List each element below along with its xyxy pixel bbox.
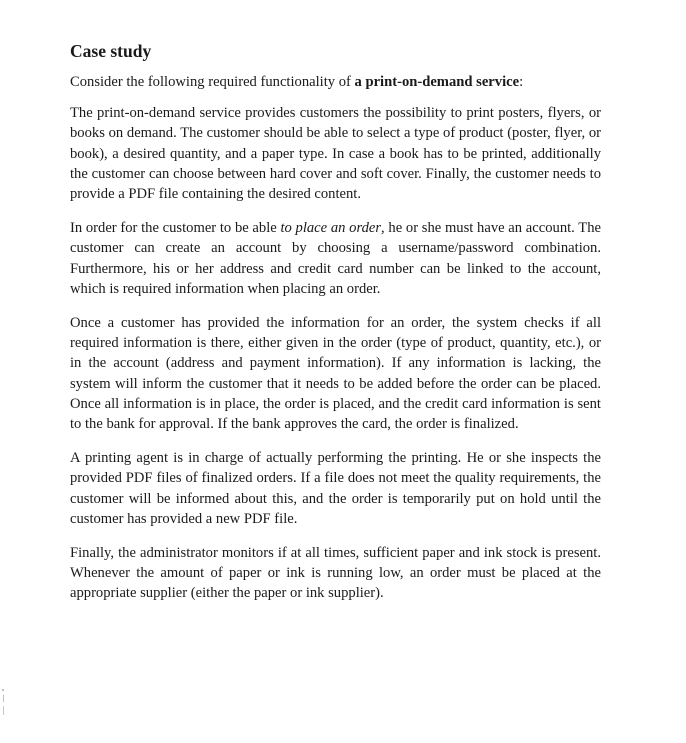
margin-bar (3, 695, 4, 702)
paragraph-administrator: Finally, the administrator monitors if at all times, sufficient paper and ink stock is present. Whenever the amount of paper or ink is running low, an order must be placed at the appropriate supplier (either the paper or ink supplier). (70, 545, 601, 602)
document-page (70, 40, 601, 618)
intro-paragraph (70, 72, 601, 92)
margin-dot (2, 689, 4, 691)
paragraph-printing-agent: A printing agent is in charge of actually performing the printing. He or she inspects the provided PDF files of finalized orders. If a file does not meet the quality requirements, the customer will be informed about this, and the order is temporarily put on hold until the customer has provided a new PDF file. (70, 450, 601, 527)
intro-end-text: : (519, 74, 524, 90)
intro-bold-text: a print-on-demand service (354, 74, 520, 90)
margin-marker (1, 689, 5, 729)
paragraph-order-check: Once a customer has provided the information for an order, the system checks if all required information is there, either given in the order (type of product, quantity, etc.), or in the account (address and payment information). If any information is lacking, the system will inform the customer that it needs to be added before the order can be placed. Once all information is in place, the order is placed, and the credit card information is sent to the bank for approval. If the bank approves the card, the order is finalized. (70, 315, 601, 433)
paragraph-account-end: , he or she must have an account. The customer can create an account by choosing a username/password combination. Furthermore, his or her address and credit card number can be linked to the account, which is required information when placing an order. (70, 220, 601, 297)
intro-text: Consider the following required functionality of (70, 74, 355, 90)
paragraph-account (70, 218, 601, 299)
margin-bar (3, 706, 4, 715)
paragraph-account-start: In order for the customer to be able (70, 220, 281, 237)
paragraph-product-selection: The print-on-demand service provides customers the possibility to print posters, flyers, or books on demand. The customer should be able to select a type of product (poster, flyer, or book), a desired quantity, and a paper type. In case a book has to be printed, additionally the customer can choose between hard cover and soft cover. Finally, the customer needs to provide a PDF file containing the desired content. (70, 105, 601, 203)
paragraph-account-italic: to place an order (280, 220, 382, 237)
page-title: Case study (70, 41, 152, 61)
